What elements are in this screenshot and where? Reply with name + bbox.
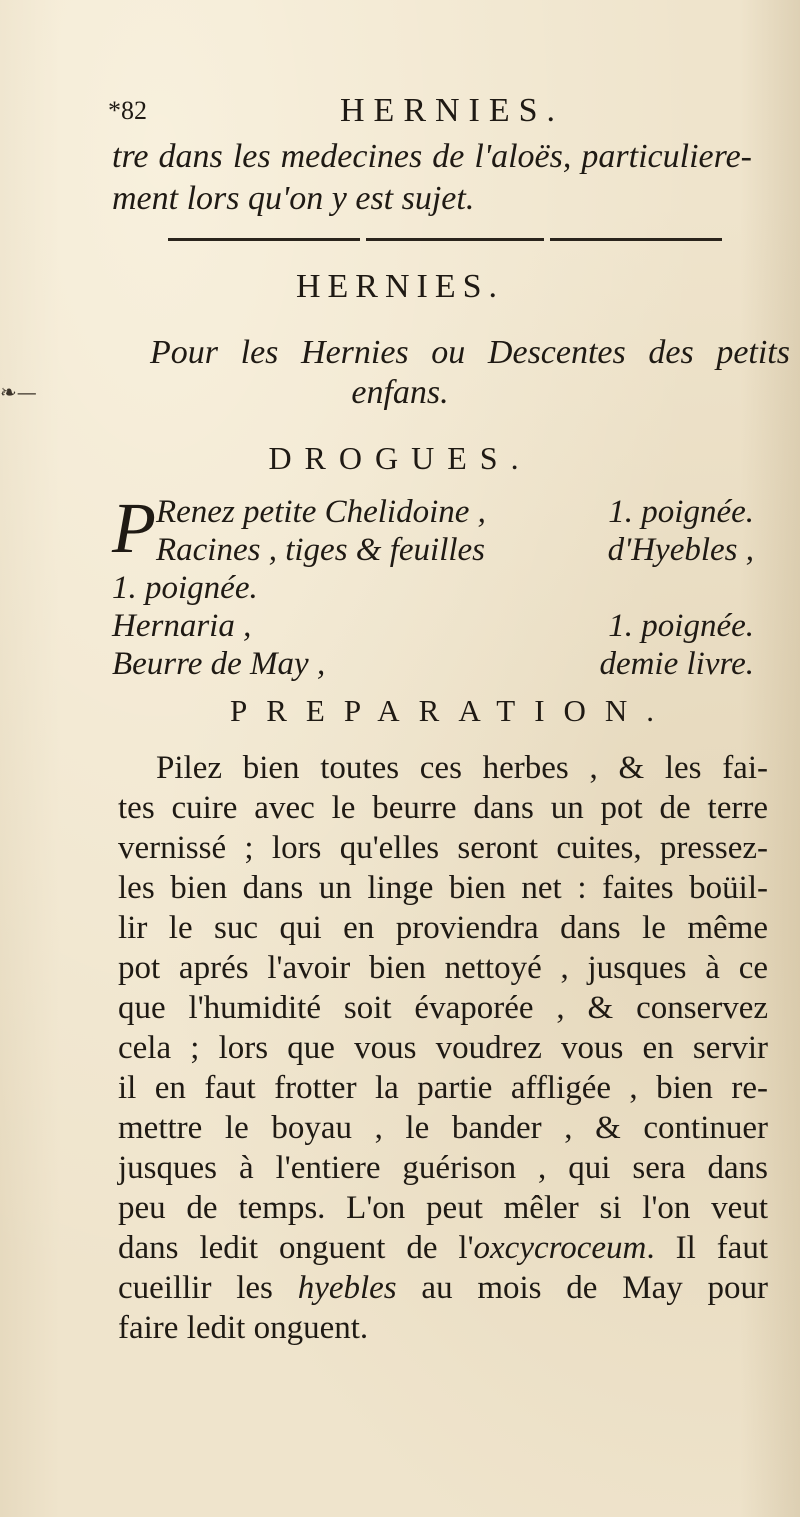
ingredient-quantity: 1. poignée. <box>608 608 754 644</box>
carry-line-1: tre dans les medecines de l'aloës, particuliere- <box>112 138 752 175</box>
text-line: mettre le boyau , le bander , & continuer <box>118 1110 768 1146</box>
text-line: jusques à l'entiere guérison , qui sera dans <box>118 1150 768 1186</box>
running-head: HERNIES. <box>340 92 565 129</box>
text-segment: au mois de May pour <box>396 1270 768 1306</box>
text-segment: dans ledit onguent de l' <box>118 1230 474 1266</box>
ingredient-row <box>112 608 754 646</box>
text-line: que l'humidité soit évaporée , & conservez <box>118 990 768 1026</box>
ingredient-quantity: 1. poignée. <box>608 494 754 530</box>
ingredient-name: 1. poignée. <box>112 570 258 606</box>
ingredients-list <box>112 488 754 684</box>
ingredient-name: Beurre de May , <box>112 646 326 682</box>
ingredient-row <box>112 570 754 608</box>
section-subtitle-line-1: Pour les Hernies ou Descentes des petits <box>150 334 790 371</box>
ingredient-quantity: d'Hyebles , <box>607 532 754 568</box>
margin-hand-mark: ❧— <box>0 380 37 404</box>
page-number: *82 <box>108 96 147 125</box>
text-line <box>118 1228 768 1268</box>
text-line: peu de temps. L'on peut mêler si l'on veut <box>118 1190 768 1226</box>
carry-over-text <box>112 136 752 220</box>
section-title: HERNIES. <box>295 268 505 305</box>
text-line: Pilez bien toutes ces herbes , & les fai- <box>156 750 768 786</box>
preparation-text <box>118 748 768 1348</box>
text-line <box>118 1268 768 1308</box>
italic-term: oxcycroceum <box>473 1230 647 1266</box>
divider-rule <box>550 238 722 241</box>
ingredient-name: Renez petite Chelidoine , <box>156 494 486 530</box>
drop-capital: P <box>112 488 156 568</box>
italic-term: hyebles <box>297 1270 397 1306</box>
ingredient-row <box>112 646 754 684</box>
text-line: il en faut frotter la partie affligée , bien re- <box>118 1070 768 1106</box>
divider-rule <box>366 238 544 241</box>
text-line: pot aprés l'avoir bien nettoyé , jusques à ce <box>118 950 768 986</box>
page-header <box>108 92 728 132</box>
text-line: vernissé ; lors qu'elles seront cuites, pressez- <box>118 830 768 866</box>
ingredient-name: Hernaria , <box>112 608 252 644</box>
text-line: lir le suc qui en proviendra dans le même <box>118 910 768 946</box>
drogues-heading: DROGUES. <box>268 440 532 476</box>
carry-line-2: ment lors qu'on y est sujet. <box>112 180 475 217</box>
text-line: tes cuire avec le beurre dans un pot de terre <box>118 790 768 826</box>
text-line: les bien dans un linge bien net : faites boüil- <box>118 870 768 906</box>
text-segment: cueillir les <box>118 1270 298 1306</box>
text-segment: . Il faut <box>646 1230 768 1266</box>
divider-rule <box>168 238 360 241</box>
section-subtitle-line-2: enfans. <box>351 374 449 411</box>
ingredient-quantity: demie livre. <box>599 646 754 682</box>
preparation-heading: PREPARATION. <box>230 693 674 728</box>
text-line: faire ledit onguent. <box>118 1310 369 1346</box>
ingredient-row <box>112 532 754 570</box>
ingredient-name: Racines , tiges & feuilles <box>156 532 486 568</box>
text-line: cela ; lors que vous voudrez vous en servir <box>118 1030 768 1066</box>
